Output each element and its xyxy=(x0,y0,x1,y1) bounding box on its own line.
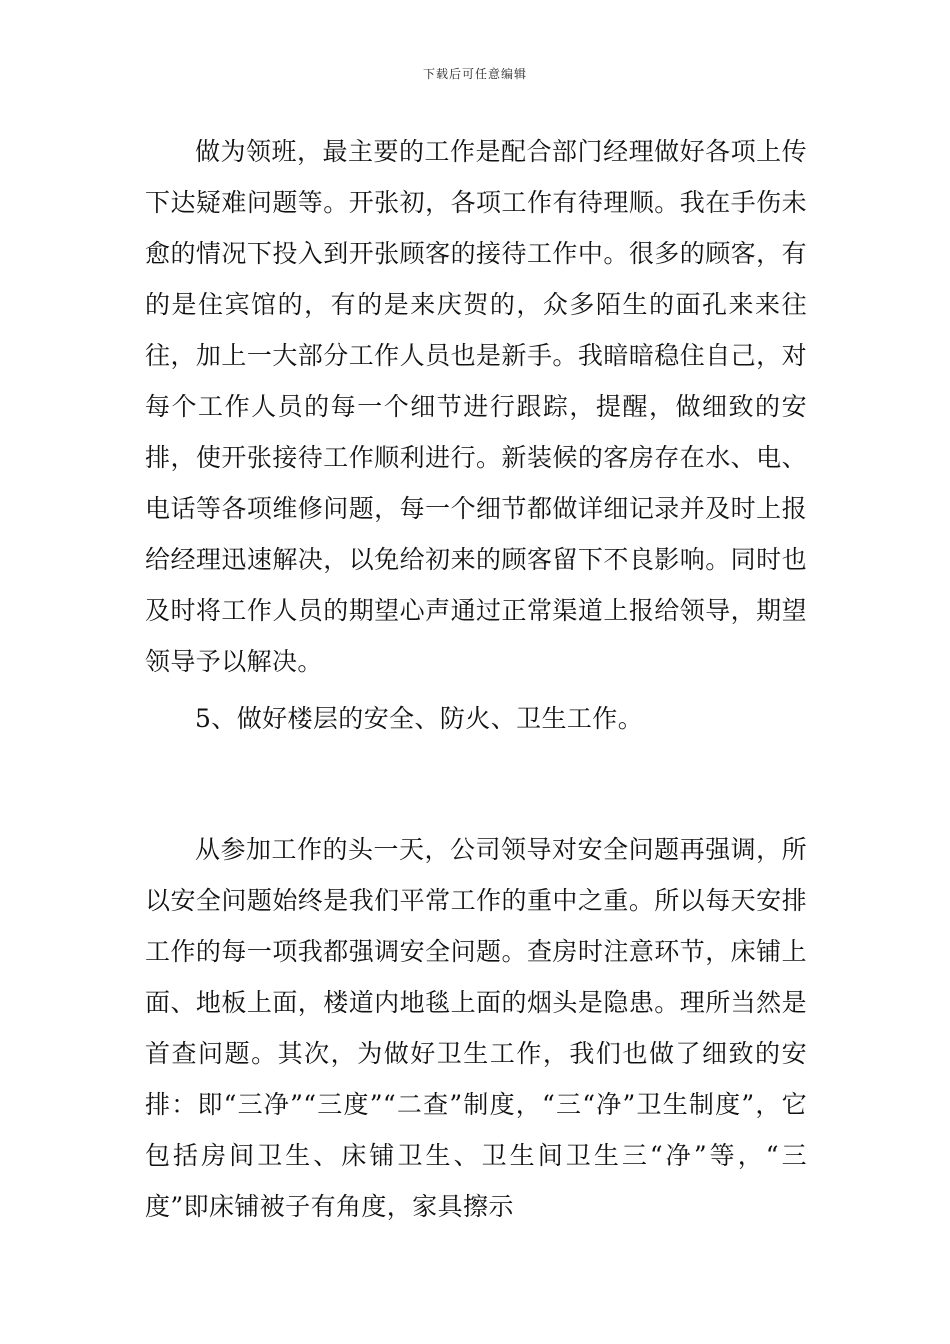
section-heading: 5、做好楼层的安全、防火、卫生工作。 xyxy=(195,704,644,733)
body-paragraph: 做为领班，最主要的工作是配合部门经理做好各项上传下达疑难问题等。开张初，各项工作有待理顺。我在手伤未愈的情况下投入到开张顾客的接待工作中。很多的顾客，有的是住宾馆的，有的是来庆贺的，众多陌生的面孔来来往往，加上一大部分工作人员也是新手。我暗暗稳住自己，对每个工作人员的每一个细节进行跟踪，提醒，做细致的安排，使开张接待工作顺利进行。新装候的客房存在水、电、电话等各项维修问题，每一个细节都做详细记录并及时上报给经理迅速解决，以免给初来的顾客留下不良影响。同时也及时将工作人员的期望心声通过正常渠道上报给领导，期望领导予以解决。 xyxy=(145,137,807,676)
body-paragraph: 从参加工作的头一天，公司领导对安全问题再强调，所以安全问题始终是我们平常工作的重中之重。所以每天安排工作的每一项我都强调安全问题。查房时注意环节，床铺上面、地板上面，楼道内地毯上面的烟头是隐患。理所当然是首查问题。其次，为做好卫生工作，我们也做了细致的安排：即“三净”“三度”“二查”制度，“三“净”卫生制度”，它包括房间卫生、床铺卫生、卫生间卫生三“净”等，“三度”即床铺被子有角度，家具擦示 xyxy=(145,835,807,1221)
page-header: 下载后可任意编辑 xyxy=(422,67,527,81)
